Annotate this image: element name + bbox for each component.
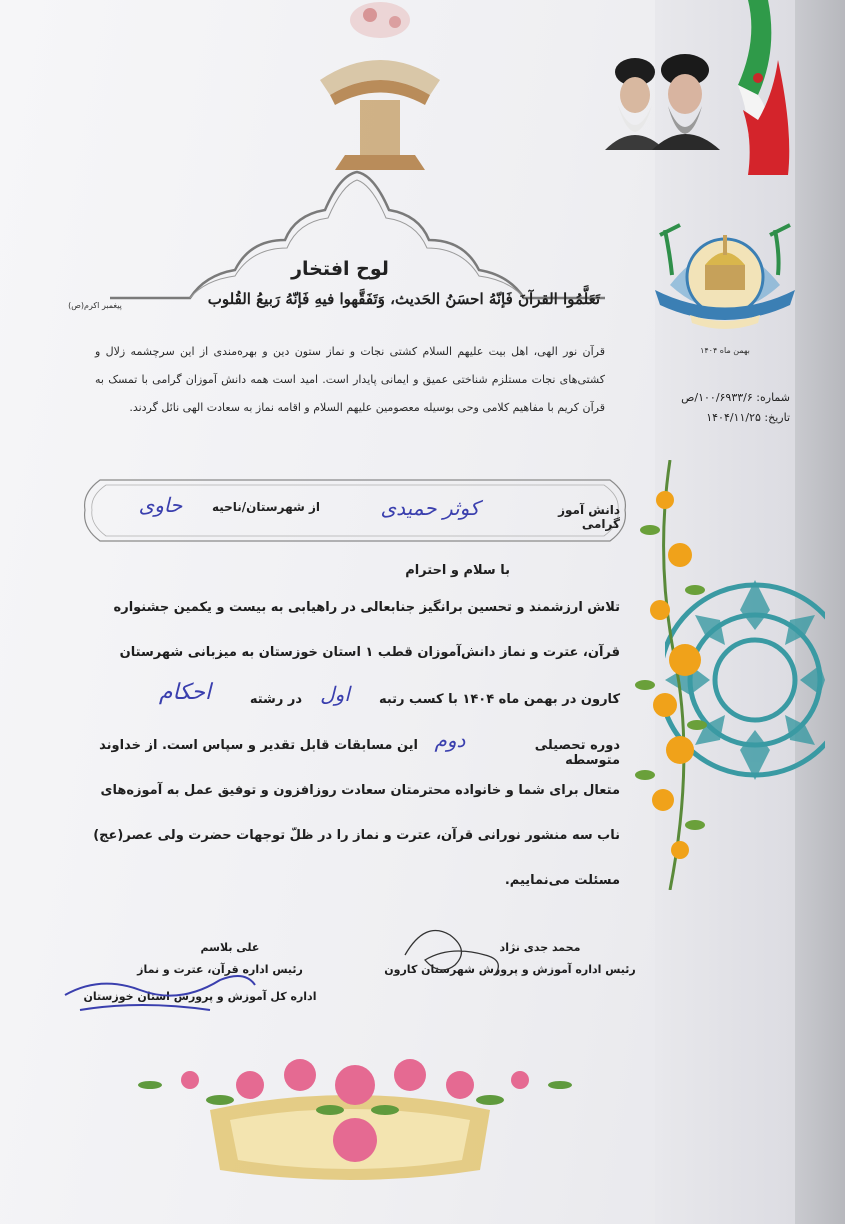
number-value: ۱۰۰/۶۹۳۳/۶/ص — [681, 391, 753, 404]
right-signature-scribble — [395, 915, 515, 985]
festival-emblem-icon — [650, 215, 800, 345]
emblem-caption: بهمن ماه ۱۴۰۴ — [700, 346, 750, 355]
flower-vine-ornament — [625, 460, 715, 890]
right-signer-name: محمد جدی نژاد — [499, 941, 581, 954]
left-signer-name: علی بلاسم — [200, 941, 260, 954]
body-line-4a: دوره تحصیلی متوسطه — [534, 738, 620, 768]
field-handwritten: احکام — [158, 680, 212, 705]
number-label: شماره: — [756, 391, 790, 404]
intro-paragraph: قرآن نور الهی، اهل بیت علیهم السلام کشتی نجات و نماز ستون دین و بهره‌مندی از این سرچشمه زلال و کشتی‌های نجات مستلزم شناختی عمیق و ایمانی پایدار است. امید است همه دانش آموزان گرامی با تمسک به قرآن کریم با مفاهیم کلامی وحی بوسیله معصومین علیهم السلام و اقامه نماز به سعادت الهی نائل گردند. — [95, 345, 605, 414]
body-line-1: تلاش ارزشمند و تحسین برانگیز جنابعالی در راهیابی به بیست و یکمین جشنواره — [113, 600, 620, 615]
number-row — [660, 388, 790, 408]
region-label: از شهرستان/ناحیه — [211, 500, 320, 514]
right-signer-title: رئیس اداره آموزش و پرورش شهرستان کارون — [384, 963, 636, 976]
document-meta — [660, 388, 790, 428]
leaders-portrait — [600, 50, 725, 150]
quran-stand-illustration — [300, 0, 460, 175]
rank-handwritten: اول — [320, 682, 350, 706]
student-name-handwritten: کوثر حمیدی — [380, 496, 480, 520]
level-handwritten: دوم — [434, 728, 466, 752]
left-signature-scribble — [60, 955, 260, 1025]
body-line-4b: این مسابقات قابل تقدیر و سپاس است. از خداوند — [99, 738, 418, 753]
body-line-6: ناب سه منشور نورانی قرآن، عترت و نماز را در ظلّ توجهات حضرت ولی عصر(عج) — [93, 828, 620, 843]
body-line-5: متعال برای شما و خانواده محترمتان سعادت روزافزون و توفیق عمل به آموزه‌های — [100, 783, 620, 798]
student-label: دانش آموز گرامی — [558, 503, 620, 531]
bottom-flower-ornament — [110, 1040, 590, 1190]
body-line-7: مسئلت می‌نماییم. — [504, 873, 620, 888]
iran-flag — [718, 0, 798, 180]
left-signer-title-1: رئیس اداره قرآن، عترت و نماز — [137, 963, 303, 976]
hadith-reference: پیغمبر اکرم(ص) — [68, 301, 122, 310]
greeting: با سلام و احترام — [405, 563, 510, 578]
body-line-3b: در رشته — [249, 692, 302, 707]
body-line-3a: کارون در بهمن ماه ۱۴۰۴ با کسب رتبه — [378, 692, 620, 707]
body-line-2: قرآن، عترت و نماز دانش‌آموزان قطب ۱ استان خوزستان به میزبانی شهرستان — [119, 645, 620, 660]
certificate-title: لوح افتخار — [291, 258, 389, 280]
hadith-verse: تَعَلَّمُوا القرآنَ فَإنّهُ احسَنُ الحَديث، وَتَفَقَّهوا فيهِ فَإنّهُ رَبيعُ القُلوب — [207, 290, 600, 308]
date-value: ۱۴۰۴/۱۱/۲۵ — [706, 411, 761, 424]
title-arch-frame — [110, 170, 605, 305]
date-row — [660, 408, 790, 428]
region-name-handwritten: حاوی — [138, 493, 183, 517]
left-signer-title-2: اداره کل آموزش و پرورش استان خوزستان — [83, 990, 317, 1003]
date-label: تاریخ: — [764, 411, 790, 424]
